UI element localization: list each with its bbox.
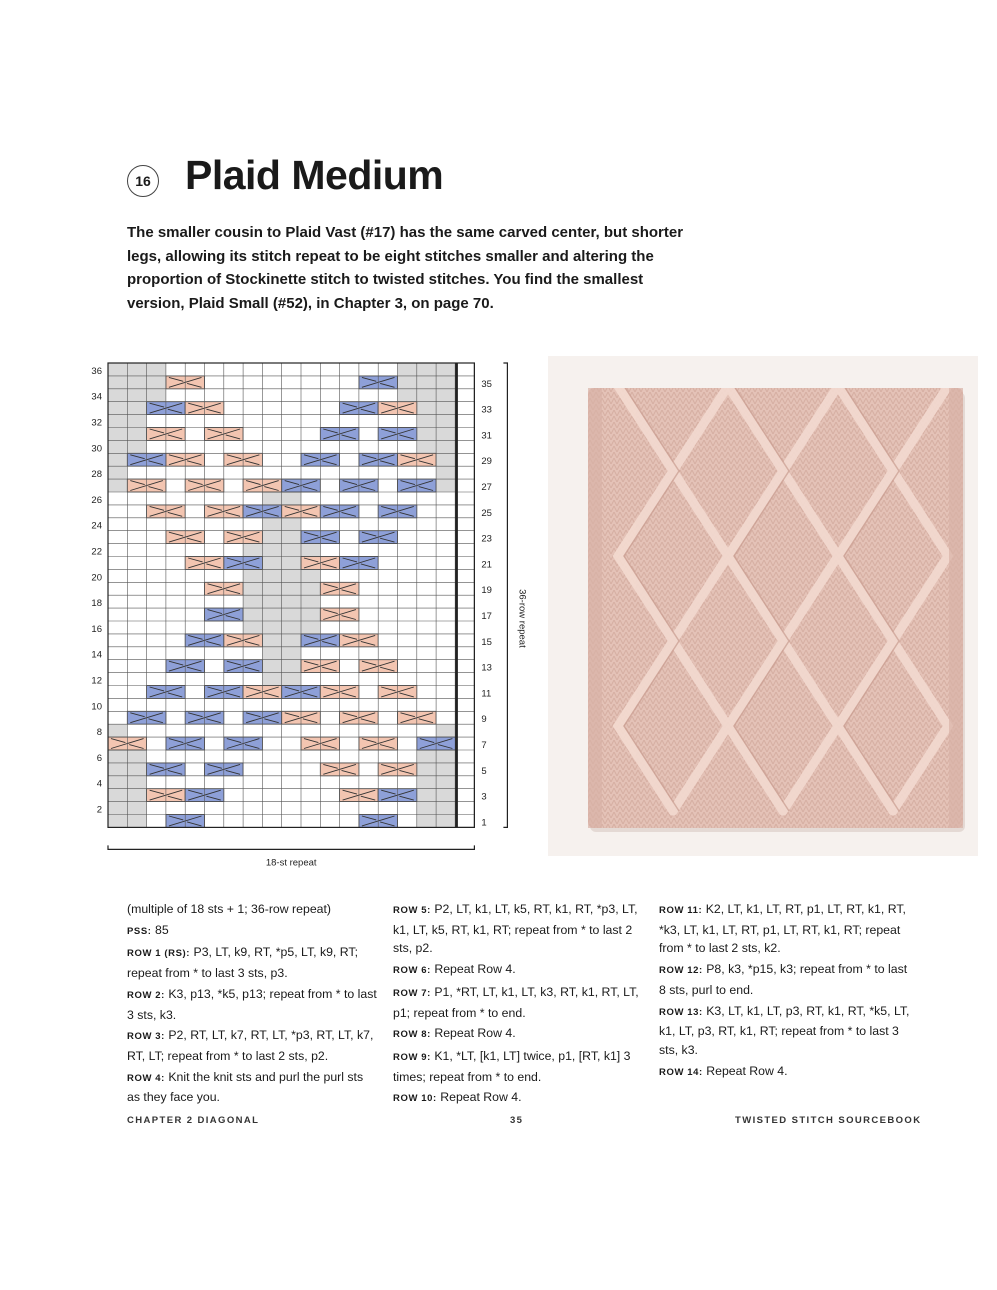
purl-cell: [436, 479, 455, 492]
purl-cell: [398, 376, 417, 389]
purl-cell: [262, 518, 281, 531]
row-number-right: 3: [481, 791, 487, 803]
purl-cell: [262, 595, 281, 608]
row-number-left: 18: [91, 598, 102, 610]
purl-cell: [436, 802, 455, 815]
purl-cell: [127, 802, 146, 815]
purl-cell: [417, 415, 436, 428]
purl-cell: [127, 428, 146, 441]
row-number-left: 16: [91, 623, 102, 635]
purl-cell: [436, 440, 455, 453]
purl-cell: [417, 389, 436, 402]
purl-cell: [282, 557, 301, 570]
pattern-number-badge: [127, 165, 159, 197]
row-number-right: 15: [481, 636, 492, 648]
purl-cell: [127, 815, 146, 828]
row-instruction: ROW 9: K1, *LT, [k1, LT] twice, p1, [RT, k1] 3 times; repeat from * to end.: [393, 1048, 631, 1084]
purl-cell: [108, 363, 127, 376]
row-number-left: 22: [91, 546, 102, 558]
purl-cell: [417, 789, 436, 802]
purl-cell: [436, 376, 455, 389]
purl-cell: [108, 802, 127, 815]
row-number-left: 8: [96, 727, 102, 739]
purl-cell: [147, 363, 166, 376]
purl-cell: [127, 376, 146, 389]
purl-cell: [436, 776, 455, 789]
row-instruction: ROW 1 (RS): P3, LT, k9, RT, *p5, LT, k9, RT; repeat from * to last 3 sts, p3.: [127, 945, 358, 981]
purl-cell: [436, 789, 455, 802]
intro-paragraph: The smaller cousin to Plaid Vast (#17) has the same carved center, but shorter legs, allowing its stitch repeat to be eight stitches smaller and altering the proportion of Stockinette stitch to twisted stitches. You find the smallest version, Plaid Small (#52), in Chapter 3, on page 70.: [127, 224, 684, 312]
footer-page-number: 35: [510, 1115, 524, 1126]
pss-value: 85: [155, 922, 169, 937]
purl-cell: [282, 621, 301, 634]
row-instruction: ROW 12: P8, k3, *p15, k3; repeat from * to last 8 sts, purl to end.: [659, 962, 908, 997]
purl-cell: [127, 776, 146, 789]
stitch-repeat-bracket: [108, 845, 474, 849]
pss-line: [127, 921, 377, 942]
purl-cell: [262, 544, 281, 557]
instructions-column-3: [659, 900, 911, 1084]
pss-label: PSS:: [127, 925, 152, 937]
purl-cell: [417, 363, 436, 376]
row-instruction: ROW 5: P2, LT, k1, LT, k5, RT, k1, RT, *p3, LT, k1, LT, k5, RT, k1, RT; repeat from * to last 2 sts, p2.: [393, 902, 638, 956]
purl-cell: [108, 815, 127, 828]
purl-cell: [282, 544, 301, 557]
row-instruction: ROW 6: Repeat Row 4.: [393, 962, 516, 977]
purl-cell: [417, 802, 436, 815]
row-number-right: 25: [481, 507, 492, 519]
row-number-left: 32: [91, 417, 102, 429]
purl-cell: [417, 402, 436, 415]
purl-cell: [436, 815, 455, 828]
purl-cell: [108, 724, 127, 737]
swatch-photo: [548, 356, 978, 856]
swatch-illustration: [548, 356, 978, 856]
row-number-right: 11: [481, 688, 492, 700]
row-number-right: 33: [481, 404, 492, 416]
row-number-left: 12: [91, 675, 102, 687]
purl-cell: [108, 789, 127, 802]
purl-cell: [262, 557, 281, 570]
row-number-left: 2: [96, 804, 102, 816]
purl-cell: [108, 389, 127, 402]
row-repeat-label: 36-row repeat: [516, 589, 528, 648]
purl-cell: [282, 531, 301, 544]
row-number-right: 9: [481, 714, 487, 726]
purl-cell: [127, 363, 146, 376]
purl-cell: [282, 569, 301, 582]
row-instruction: ROW 4: Knit the knit sts and purl the purl sts as they face you.: [127, 1069, 364, 1105]
purl-cell: [127, 750, 146, 763]
purl-cell: [262, 647, 281, 660]
purl-cell: [436, 750, 455, 763]
purl-cell: [417, 776, 436, 789]
row-number-left: 20: [91, 572, 102, 584]
row-instruction: ROW 7: P1, *RT, LT, k1, LT, k3, RT, k1, RT, LT, p1; repeat from * to end.: [393, 984, 639, 1020]
row-instruction: ROW 2: K3, p13, *k5, p13; repeat from * to last 3 sts, k3.: [127, 986, 377, 1022]
row-number-left: 26: [91, 494, 102, 506]
purl-cell: [127, 402, 146, 415]
purl-cell: [436, 763, 455, 776]
row-number-left: 28: [91, 469, 102, 481]
purl-cell: [147, 389, 166, 402]
pattern-number: 16: [135, 173, 151, 189]
purl-cell: [262, 608, 281, 621]
row-number-left: 14: [91, 649, 102, 661]
purl-cell: [108, 479, 127, 492]
row-number-left: 6: [96, 752, 102, 764]
purl-cell: [301, 544, 320, 557]
purl-cell: [301, 621, 320, 634]
purl-cell: [243, 544, 262, 557]
row-number-right: 23: [481, 533, 492, 545]
purl-cell: [127, 763, 146, 776]
purl-cell: [417, 440, 436, 453]
purl-cell: [108, 776, 127, 789]
purl-cell: [108, 376, 127, 389]
purl-cell: [282, 673, 301, 686]
purl-cell: [262, 531, 281, 544]
chart-svg: [80, 355, 540, 875]
instructions-column-1: [127, 900, 377, 1109]
row-number-right: 21: [481, 559, 492, 571]
row-number-right: 31: [481, 430, 492, 442]
purl-cell: [108, 440, 127, 453]
multiple-note: (multiple of 18 sts + 1; 36-row repeat): [127, 902, 332, 916]
footer-book-title: TWISTED STITCH SOURCEBOOK: [735, 1115, 922, 1126]
purl-cell: [282, 634, 301, 647]
purl-cell: [262, 621, 281, 634]
purl-cell: [282, 518, 301, 531]
purl-cell: [436, 453, 455, 466]
purl-cell: [398, 389, 417, 402]
row-number-right: 17: [481, 611, 492, 622]
purl-cell: [417, 428, 436, 441]
purl-cell: [127, 440, 146, 453]
purl-cell: [262, 673, 281, 686]
row-number-right: 27: [481, 482, 492, 493]
row-number-right: 35: [481, 378, 492, 390]
purl-cell: [262, 582, 281, 595]
row-number-left: 24: [91, 520, 102, 532]
row-instruction: ROW 8: Repeat Row 4.: [393, 1026, 516, 1041]
purl-cell: [147, 376, 166, 389]
row-number-right: 29: [481, 456, 492, 468]
purl-cell: [436, 428, 455, 441]
purl-cell: [262, 569, 281, 582]
purl-cell: [108, 453, 127, 466]
purl-cell: [301, 595, 320, 608]
purl-cell: [108, 428, 127, 441]
row-number-right: 19: [481, 585, 492, 597]
purl-cell: [108, 402, 127, 415]
purl-cell: [282, 608, 301, 621]
row-instruction: ROW 10: Repeat Row 4.: [393, 1090, 522, 1105]
purl-cell: [108, 466, 127, 479]
purl-cell: [262, 634, 281, 647]
purl-cell: [301, 608, 320, 621]
purl-cell: [108, 415, 127, 428]
purl-cell: [127, 789, 146, 802]
row-instruction: ROW 11: K2, LT, k1, LT, RT, p1, LT, RT, k1, RT, *k3, LT, k1, LT, RT, p1, LT, RT, k1, RT; repeat from * to last 2 sts, k2.: [659, 902, 906, 956]
purl-cell: [243, 595, 262, 608]
purl-cell: [243, 608, 262, 621]
purl-cell: [127, 389, 146, 402]
row-instruction: ROW 13: K3, LT, k1, LT, p3, RT, k1, RT, *k5, LT, k1, LT, p3, RT, k1, RT; repeat from * to last 3 sts, k3.: [659, 1003, 910, 1057]
purl-cell: [243, 582, 262, 595]
purl-cell: [108, 763, 127, 776]
footer-chapter: CHAPTER 2 DIAGONAL: [127, 1115, 260, 1126]
purl-cell: [282, 492, 301, 505]
row-number-right: 13: [481, 662, 492, 674]
purl-cell: [436, 415, 455, 428]
page-title: Plaid Medium: [185, 152, 444, 198]
purl-cell: [282, 595, 301, 608]
purl-cell: [127, 415, 146, 428]
purl-cell: [282, 647, 301, 660]
purl-cell: [262, 660, 281, 673]
row-number-left: 36: [91, 365, 102, 377]
purl-cell: [417, 763, 436, 776]
purl-cell: [436, 402, 455, 415]
purl-cell: [282, 582, 301, 595]
purl-cell: [436, 466, 455, 479]
purl-cell: [417, 815, 436, 828]
row-instruction: ROW 3: P2, RT, LT, k7, RT, LT, *p3, RT, LT, k7, RT, LT; repeat from * to last 2 sts, p2.: [127, 1028, 374, 1063]
stitch-chart: [80, 355, 540, 875]
purl-cell: [282, 660, 301, 673]
purl-cell: [243, 621, 262, 634]
row-number-left: 30: [91, 443, 102, 455]
purl-cell: [436, 724, 455, 737]
row-number-right: 5: [481, 765, 487, 777]
purl-cell: [243, 569, 262, 582]
purl-cell: [398, 363, 417, 376]
row-number-left: 34: [91, 391, 102, 403]
purl-cell: [301, 569, 320, 582]
purl-cell: [108, 750, 127, 763]
row-instruction: ROW 14: Repeat Row 4.: [659, 1063, 788, 1078]
stitch-repeat-label: 18-st repeat: [265, 857, 317, 869]
purl-cell: [262, 492, 281, 505]
row-number-right: 1: [481, 817, 487, 829]
purl-cell: [417, 750, 436, 763]
row-number-right: 7: [481, 740, 487, 751]
purl-cell: [417, 376, 436, 389]
row-repeat-bracket: [503, 363, 507, 827]
row-number-left: 10: [91, 701, 102, 713]
row-number-left: 4: [96, 778, 102, 790]
purl-cell: [436, 363, 455, 376]
purl-cell: [301, 582, 320, 595]
instructions-column-2: [393, 900, 643, 1111]
purl-cell: [436, 389, 455, 402]
